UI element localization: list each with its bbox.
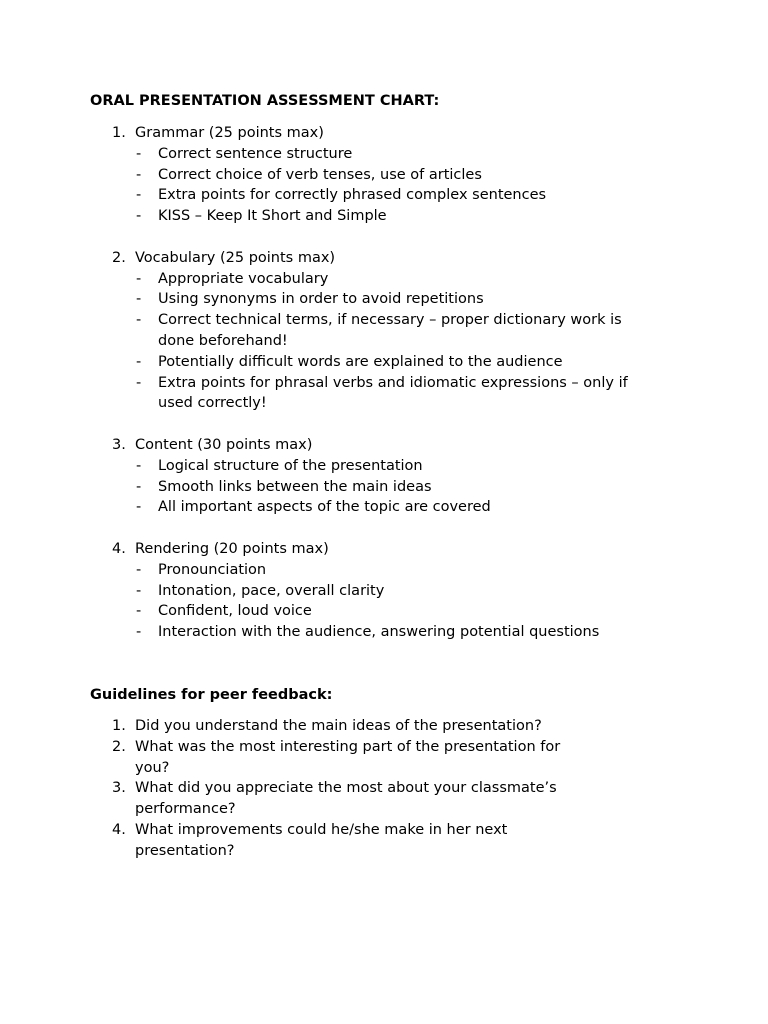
list-item-text: Appropriate vocabulary <box>158 270 329 287</box>
bullet-dash: - <box>136 582 142 599</box>
bullet-dash: - <box>136 312 142 329</box>
feedback-question <box>0 778 768 820</box>
list-item-text: Correct technical terms, if necessary – proper dictionary work is done beforehand! <box>158 312 622 349</box>
section-label: Rendering (20 points max) <box>135 540 329 557</box>
feedback-question <box>0 737 768 779</box>
list-item <box>0 477 768 498</box>
section-number: 4. <box>112 540 126 557</box>
list-item-text: Interaction with the audience, answering potential questions <box>158 624 600 641</box>
section-heading <box>0 123 768 144</box>
bullet-dash: - <box>136 145 142 162</box>
list-item-text: Potentially difficult words are explained to the audience <box>158 353 563 370</box>
list-item <box>0 373 768 415</box>
assessment-criteria-list <box>0 123 768 664</box>
bullet-dash: - <box>136 457 142 474</box>
section-label: Content (30 points max) <box>135 436 313 453</box>
list-item-text: Logical structure of the presentation <box>158 457 423 474</box>
list-item-text: Extra points for phrasal verbs and idiomatic expressions – only if used correctly! <box>158 374 628 412</box>
section-label: Grammar (25 points max) <box>135 125 324 141</box>
feedback-title: Guidelines for peer feedback: <box>90 687 333 703</box>
criteria-section <box>0 539 768 643</box>
question-number: 3. <box>112 780 126 797</box>
document-title: ORAL PRESENTATION ASSESSMENT CHART: <box>90 93 440 109</box>
bullet-dash: - <box>136 166 142 183</box>
list-item-text: Confident, loud voice <box>158 603 312 620</box>
list-item <box>0 310 768 352</box>
bullet-dash: - <box>136 624 142 641</box>
bullet-dash: - <box>136 478 142 495</box>
list-item-text: Intonation, pace, overall clarity <box>158 582 385 599</box>
question-number: 1. <box>112 718 126 734</box>
question-text: What improvements could he/she make in her next presentation? <box>135 821 508 859</box>
section-heading <box>0 539 768 560</box>
criteria-section <box>0 435 768 518</box>
list-item <box>0 269 768 290</box>
bullet-dash: - <box>136 270 142 287</box>
list-item-text: Using synonyms in order to avoid repetitions <box>158 291 484 308</box>
list-item-text: Extra points for correctly phrased complex sentences <box>158 187 547 204</box>
feedback-question <box>0 716 768 737</box>
list-item <box>0 144 768 165</box>
criteria-section <box>0 248 768 414</box>
list-item <box>0 622 768 643</box>
bullet-dash: - <box>136 353 142 370</box>
section-label: Vocabulary (25 points max) <box>135 249 336 266</box>
list-item <box>0 352 768 373</box>
list-item <box>0 497 768 518</box>
list-item-text: Smooth links between the main ideas <box>158 478 432 495</box>
section-heading <box>0 435 768 456</box>
bullet-dash: - <box>136 187 142 204</box>
list-item <box>0 456 768 477</box>
question-number: 4. <box>112 821 126 838</box>
bullet-dash: - <box>136 374 142 391</box>
bullet-dash: - <box>136 561 142 578</box>
list-item <box>0 581 768 602</box>
list-item-text: Correct sentence structure <box>158 145 353 162</box>
list-item-text: Pronounciation <box>158 561 267 578</box>
list-item-text: KISS – Keep It Short and Simple <box>158 208 387 225</box>
list-item <box>0 165 768 186</box>
list-item <box>0 185 768 206</box>
list-item <box>0 601 768 622</box>
list-item <box>0 289 768 310</box>
list-item <box>0 206 768 227</box>
bullet-dash: - <box>136 603 142 620</box>
question-text: What was the most interesting part of the presentation for you? <box>135 738 561 776</box>
bullet-dash: - <box>136 208 142 225</box>
question-number: 2. <box>112 738 126 755</box>
list-item <box>0 560 768 581</box>
section-number: 1. <box>112 125 126 141</box>
list-item-text: Correct choice of verb tenses, use of articles <box>158 166 482 183</box>
feedback-questions-list <box>0 716 768 862</box>
criteria-section <box>0 123 768 227</box>
list-item-text: All important aspects of the topic are covered <box>158 499 491 516</box>
section-number: 2. <box>112 249 126 266</box>
bullet-dash: - <box>136 499 142 516</box>
bullet-dash: - <box>136 291 142 308</box>
section-number: 3. <box>112 436 126 453</box>
question-text: Did you understand the main ideas of the presentation? <box>135 718 542 734</box>
feedback-question <box>0 820 768 862</box>
question-text: What did you appreciate the most about your classmate’s performance? <box>135 780 557 818</box>
section-heading <box>0 248 768 269</box>
